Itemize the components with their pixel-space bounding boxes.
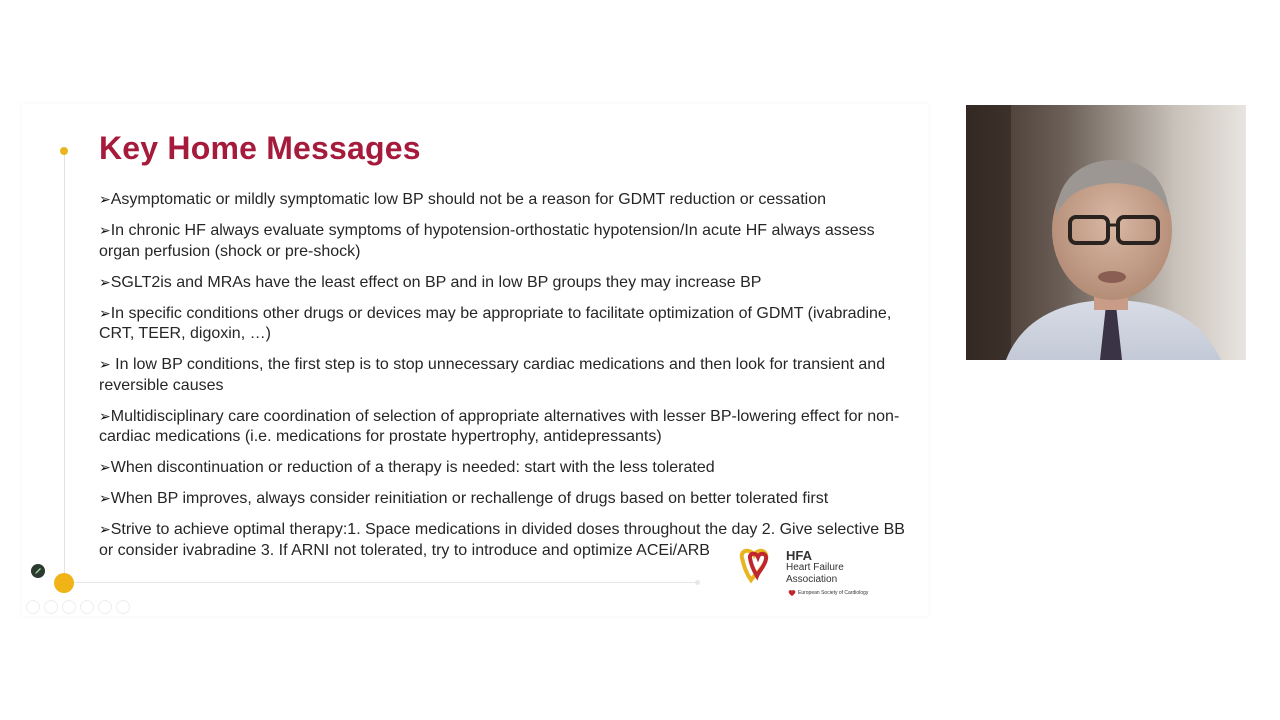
- list-item: [99, 354, 909, 396]
- list-item: [99, 189, 909, 211]
- list-item: [99, 303, 909, 345]
- arrow-bullet-icon: ➢: [99, 356, 111, 372]
- bullet-text: When discontinuation or reduction of a therapy is needed: start with the less tolerated: [110, 459, 715, 476]
- zoom-button[interactable]: [80, 600, 94, 614]
- pen-tool-button[interactable]: [31, 564, 45, 578]
- arrow-bullet-icon: ➢: [99, 407, 111, 424]
- previous-slide-button[interactable]: [26, 600, 40, 614]
- list-item: [99, 488, 909, 510]
- bullet-text: SGLT2is and MRAs have the least effect on BP and in low BP groups they may increase BP: [110, 273, 762, 291]
- logo-society-text: European Society of Cardiology: [798, 590, 869, 596]
- title-marker-dot: [60, 147, 68, 155]
- bullet-text: Multidisciplinary care coordination of selection of appropriate alternatives with lesser BP-lowering effect for non-cardiac medications (i.e. medications for prostate hypertrophy, antidepressants): [99, 407, 900, 445]
- slide-progress-track: [64, 582, 698, 583]
- pen-icon: [34, 567, 42, 575]
- list-item: [99, 272, 909, 294]
- progress-end-marker: [695, 580, 700, 585]
- bullet-text: In specific conditions other drugs or devices may be appropriate to facilitate optimization of GDMT (ivabradine, CRT, TEER, digoxin, …): [99, 304, 892, 342]
- slides-overview-button[interactable]: [98, 600, 112, 614]
- list-item: [99, 220, 909, 262]
- arrow-bullet-icon: ➢: [99, 490, 111, 506]
- pen-toolbar-button[interactable]: [62, 600, 76, 614]
- slide-title: Key Home Messages: [99, 130, 421, 166]
- progress-handle[interactable]: [54, 573, 74, 593]
- list-item: [99, 457, 909, 479]
- bullet-text: In low BP conditions, the first step is to stop unnecessary cardiac medications and then look for transient and reversible causes: [99, 356, 886, 394]
- more-options-button[interactable]: [116, 600, 130, 614]
- speaker-video-frame: [966, 105, 1246, 360]
- logo-abbreviation: HFA: [786, 548, 812, 563]
- arrow-bullet-icon: ➢: [99, 521, 111, 537]
- speaker-webcam-video: [966, 105, 1246, 360]
- arrow-bullet-icon: ➢: [99, 273, 111, 290]
- bullet-text: In chronic HF always evaluate symptoms of hypotension-orthostatic hypotension/In acute HF always assess organ perfusion (shock or pre-shock): [99, 222, 875, 260]
- hfa-logo: [736, 546, 896, 602]
- heart-logo-icon: [736, 546, 782, 586]
- bullet-text: Asymptomatic or mildly symptomatic low BP should not be a reason for GDMT reduction or cessation: [110, 191, 826, 208]
- bullet-text: When BP improves, always consider reinitiation or rechallenge of drugs based on better tolerated first: [110, 490, 829, 507]
- list-item: [99, 406, 909, 448]
- next-slide-button[interactable]: [44, 600, 58, 614]
- esc-heart-icon: [788, 589, 796, 597]
- logo-line-2: Association: [786, 574, 838, 585]
- bullet-text: Strive to achieve optimal therapy:1. Space medications in divided doses throughout the day 2. Give selective BB or consider ivabradine 3. If ARNI not tolerated, try to introduce and optimize ACEi/ARB: [99, 521, 905, 559]
- arrow-bullet-icon: ➢: [99, 222, 111, 238]
- logo-line-1: Heart Failure: [786, 562, 844, 573]
- arrow-bullet-icon: ➢: [99, 191, 111, 207]
- slide-timeline-vertical: [64, 152, 65, 582]
- presenter-toolbar: [26, 600, 130, 614]
- key-messages-list: [99, 189, 909, 571]
- arrow-bullet-icon: ➢: [99, 304, 111, 321]
- arrow-bullet-icon: ➢: [99, 459, 111, 475]
